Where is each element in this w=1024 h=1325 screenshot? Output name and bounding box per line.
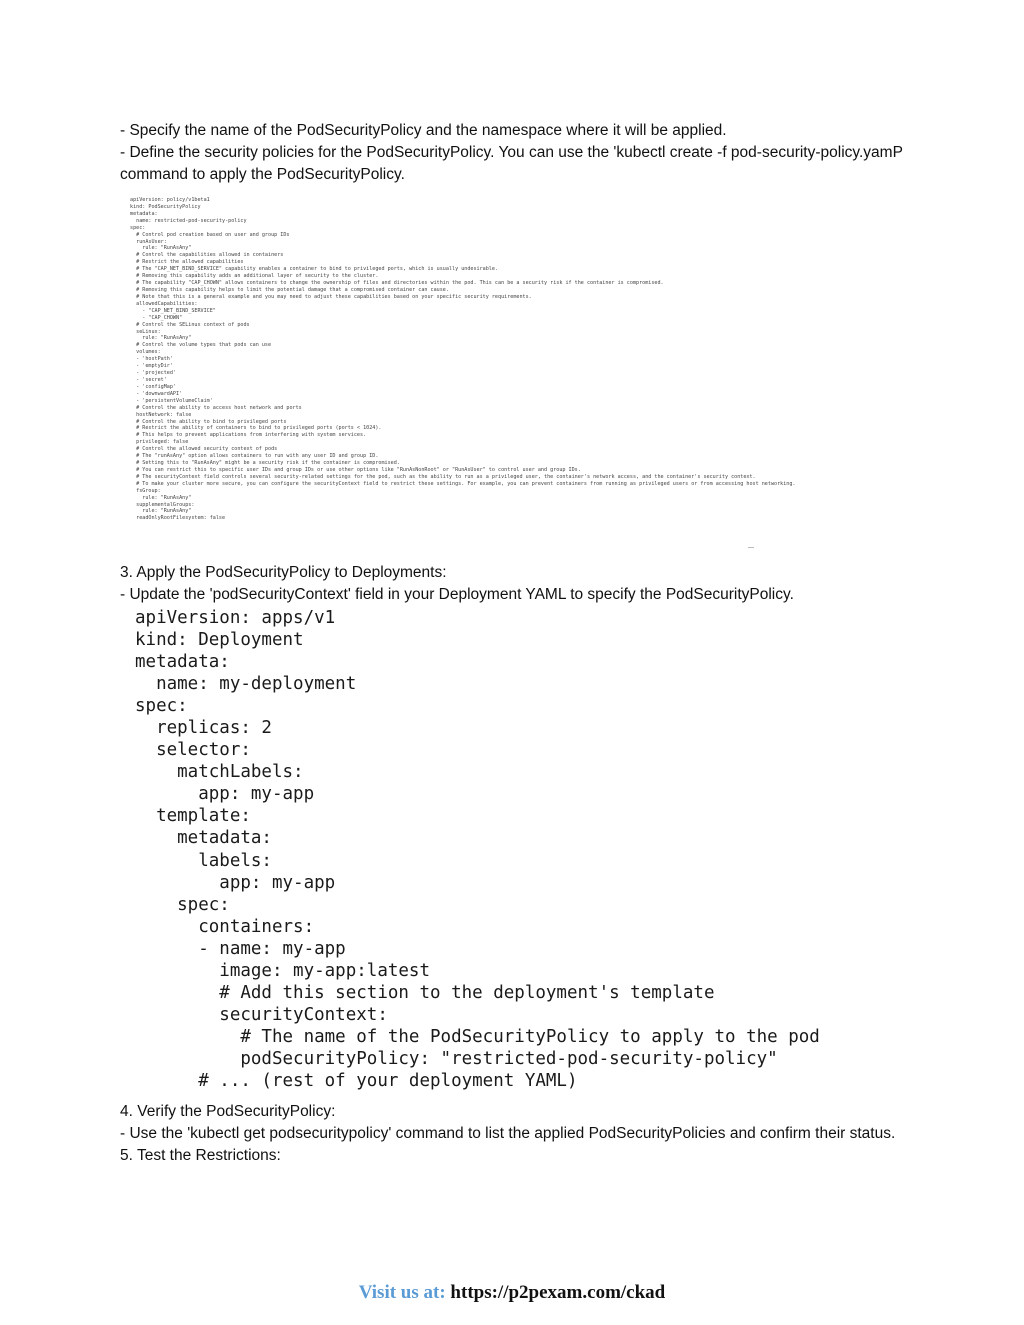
scan-artifact [748,547,754,548]
step5-title: 5. Test the Restrictions: [120,1147,281,1165]
step3-title: 3. Apply the PodSecurityPolicy to Deployments: [120,564,447,581]
step3-section [120,562,910,606]
psp-yaml-code-block: apiVersion: policy/v1beta1 kind: PodSecurityPolicy metadata: name: restricted-pod-security-policy spec: # Control pod creation based on user and group IDs runAsUser: rule: "RunAsAny" # Control the capabilities allowed in containers # Restrict the allowed capabilities # The "CAP_NET_BIND_SERVICE" capability enables a container to bind to privileged ports, which is usually undesirable. # Removing this capability adds an additional layer of security to the cluster. # The capability "CAP_CHOWN" allows containers to change the ownership of files and directories within the pod. This can be a security risk if the container is compromised. # Removing this capability helps to limit the potential damage that a compromised container can cause. # Note that this is a general example and you may need to adjust these capabilities based on your specific security requirements. allowedCapabilities: - "CAP_NET_BIND_SERVICE" - "CAP_CHOWN" # Control the SELinux context of pods seLinux: rule: "RunAsAny" # Control the volume types that pods can use volumes: - 'hostPath' - 'emptyDir' - 'projected' - 'secret' - 'configMap' - 'downwardAPI' - 'persistentVolumeClaim' # Control the ability to access host network and ports hostNetwork: false # Control the ability to bind to privileged ports # Restrict the ability of containers to bind to privileged ports (ports < 1024). # This helps to prevent applications from interfering with system services. privileged: false # Control the allowed security context of pods # The "runAsAny" option allows containers to run with any user ID and group ID. # Setting this to "RunAsAny" might be a security risk if the container is compromised. # You can restrict this to specific user IDs and group IDs or use other options like "RunAsNonRoot" or "RunAsUser" to control user and group IDs. # The securityContext field controls several security-related settings for the pod, such as the ability to run as a privileged user, the container's network access, and the container's security context. # To make your cluster more secure, you can configure the securityContext field to restrict these settings. For example, you can prevent containers from running as privileged users or from accessing host networking. fsGroup: rule: "RunAsAny" supplementalGroups: rule: "RunAsAny" readOnlyRootFilesystem: false [130,197,796,522]
step4-description: - Use the 'kubectl get podsecuritypolicy' command to list the applied PodSecurityPolicies and confirm their status. [120,1125,896,1143]
intro-line-2: - Define the security policies for the PodSecurityPolicy. You can use the 'kubectl create -f pod-security-policy.yamP command to apply the PodSecurityPolicy. [120,144,903,184]
step3-description: - Update the 'podSecurityContext' field in your Deployment YAML to specify the PodSecurityPolicy. [120,586,794,604]
intro-line-1: - Specify the name of the PodSecurityPolicy and the namespace where it will be applied. [120,122,727,139]
step4-section [120,1101,910,1168]
footer-visit-label: Visit us at: [358,1282,446,1303]
step4-title: 4. Verify the PodSecurityPolicy: [120,1103,336,1120]
page-footer [0,1282,1024,1304]
footer-url-link[interactable]: https://p2pexam.com/ckad [450,1282,666,1303]
intro-section [120,120,910,187]
deployment-yaml-code-block: apiVersion: apps/v1 kind: Deployment metadata: name: my-deployment spec: replicas: 2 selector: matchLabels: app: my-app template: metadata: labels: app: my-app spec: containers: - name: my-app image: my-app:latest # Add this section to the deployment's template securityContext: # The name of the PodSecurityPolicy to apply to the pod podSecurityPolicy: "restricted-pod-security-policy" # ... (rest of your deployment YAML) [135,608,820,1091]
